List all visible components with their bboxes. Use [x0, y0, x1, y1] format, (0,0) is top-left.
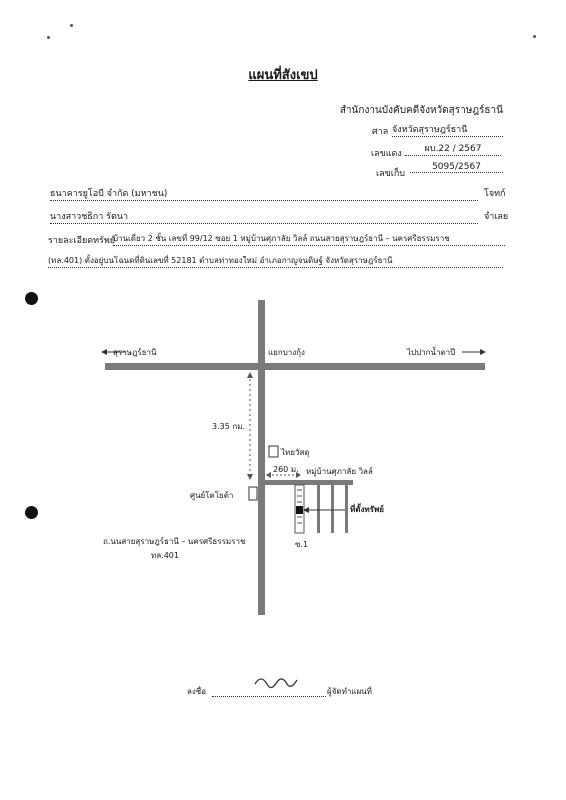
file-no-value: 5095/2567 — [410, 162, 503, 173]
thaiwatsadu-marker — [269, 446, 278, 457]
highway-401 — [258, 300, 265, 615]
soi-label: ซ.1 — [295, 540, 309, 549]
distance2-label: 260 ม. — [273, 465, 299, 474]
red-no-value: ผบ.22 / 2567 — [405, 141, 501, 156]
left-arrow-head — [101, 349, 107, 355]
main-road — [105, 363, 485, 370]
plaintiff-label: โจทก์ — [484, 189, 506, 199]
signature-role: ผู้จัดทำแผนที่ — [327, 687, 372, 696]
defendant-label: จำเลย — [484, 212, 509, 222]
office-name: สำนักงานบังคับคดีจังหวัดสุราษฎร์ธานี — [339, 105, 503, 116]
right-arrow-head — [480, 349, 486, 355]
property-line-1: บ้านเดี่ยว 2 ชั้น เลขที่ 99/12 ซอย 1 หมู่บ้านศุภาลัย วิลล์ ถนนสายสุราษฎร์ธานี – นครศรีธรรมราช — [113, 232, 505, 246]
signature-text — [232, 668, 252, 693]
distance-label: 3.35 กม. — [212, 422, 246, 431]
red-no-label: เลขแดง — [371, 149, 402, 159]
village-road — [265, 480, 353, 485]
property-line-2: (ทล.401) ตั้งอยู่บนโฉนดที่ดินเลขที่ 52181 ตำบลท่าทองใหม่ อำเภอกาญจนดิษฐ์ จังหวัดสุราษฎร์ธานี — [48, 254, 503, 268]
road-label-line2: ทล.401 — [151, 551, 179, 560]
right-arrow-label: ไปปากน้ำตาปี — [407, 348, 456, 357]
signature-label: ลงชื่อ — [187, 687, 207, 696]
property-label: รายละเอียดทรัพย์ — [48, 236, 116, 246]
soi-road — [345, 485, 348, 533]
defendant-name: นางสาวชธิกา รัตนา — [50, 209, 478, 224]
road-label-line1: ถ.นนสายสุราษฎร์ธานี – นครศรีธรรมราช — [103, 537, 246, 546]
junction-label: แยกบางกุ้ง — [268, 348, 305, 357]
property-marker — [296, 506, 303, 514]
court-value: จังหวัดสุราษฎร์ธานี — [392, 122, 503, 137]
soi-road — [317, 485, 320, 533]
distance2-arrow-left — [266, 472, 271, 478]
file-no-label: เลขเก็บ — [376, 169, 405, 179]
signature-line — [212, 685, 326, 697]
village-label: หมู่บ้านศุภาลัย วิลล์ — [306, 467, 373, 476]
toyota-marker — [249, 487, 257, 500]
property-location-label: ที่ตั้งทรัพย์ — [350, 505, 384, 514]
document-title: แผนที่สังเขป — [248, 68, 318, 83]
plaintiff-name: ธนาคารยูโอบี จำกัด (มหาชน) — [50, 186, 478, 201]
distance-arrow-bottom — [247, 474, 253, 480]
left-arrow-label: สุราษฎร์ธานี — [113, 348, 157, 357]
court-label: ศาล — [372, 127, 389, 137]
thaiwatsadu-label: ไทยวัสดุ — [281, 448, 310, 457]
distance-arrow-top — [247, 372, 253, 378]
soi-road — [331, 485, 334, 533]
toyota-label: ศูนย์โตโยต้า — [190, 491, 234, 500]
